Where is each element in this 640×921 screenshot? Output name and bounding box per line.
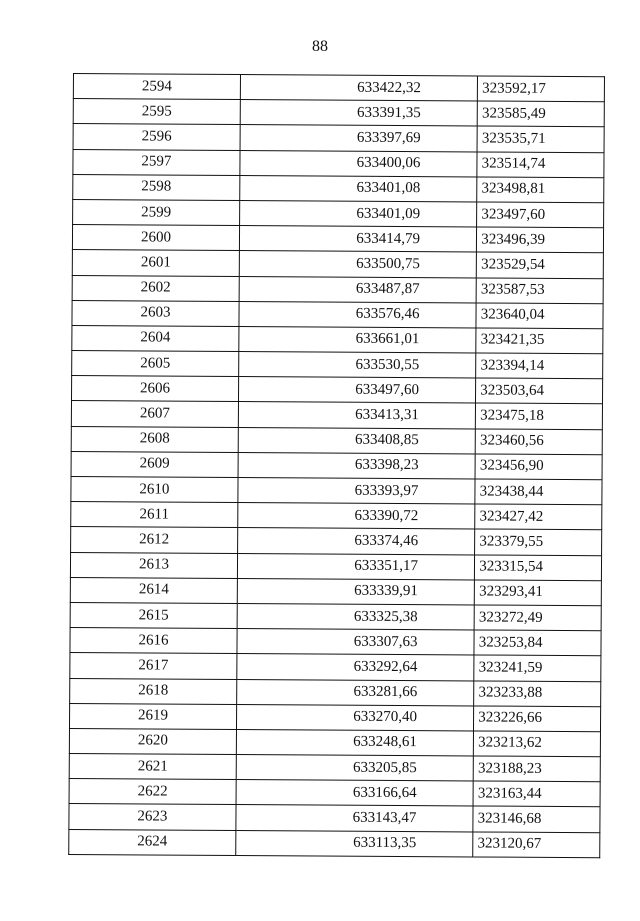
x-coordinate-cell: 633339,91: [237, 578, 474, 605]
y-coordinate-cell: 323514,74: [477, 152, 604, 178]
point-number-cell: 2614: [70, 577, 237, 603]
table-row: [69, 804, 600, 832]
table-row: [72, 275, 603, 303]
y-coordinate-cell: 323394,14: [476, 353, 603, 379]
y-coordinate-cell: 323640,04: [476, 303, 603, 329]
table-row: [73, 124, 604, 152]
x-coordinate-cell: 633248,61: [236, 729, 473, 756]
point-number-cell: 2622: [69, 779, 236, 805]
point-number-cell: 2623: [69, 804, 236, 830]
x-coordinate-cell: 633307,63: [237, 629, 474, 656]
point-number-cell: 2612: [71, 527, 238, 553]
point-number-cell: 2599: [73, 199, 240, 225]
y-coordinate-cell: 323272,49: [474, 605, 601, 631]
x-coordinate-cell: 633143,47: [236, 805, 473, 832]
point-number-cell: 2597: [73, 149, 240, 175]
y-coordinate-cell: 323253,84: [474, 630, 601, 656]
table-row: [72, 250, 603, 278]
x-coordinate-cell: 633374,46: [238, 528, 475, 555]
coordinates-table: [68, 73, 605, 858]
y-coordinate-cell: 323456,90: [475, 454, 602, 480]
table-row: [73, 149, 604, 177]
point-number-cell: 2613: [70, 552, 237, 578]
x-coordinate-cell: 633398,23: [238, 452, 475, 479]
table-row: [71, 476, 602, 504]
point-number-cell: 2615: [70, 602, 237, 628]
point-number-cell: 2611: [71, 502, 238, 528]
x-coordinate-cell: 633281,66: [237, 679, 474, 706]
x-coordinate-cell: 633351,17: [237, 553, 474, 580]
table-row: [70, 602, 601, 630]
point-number-cell: 2616: [70, 628, 237, 654]
table-row: [71, 527, 602, 555]
y-coordinate-cell: 323226,66: [473, 706, 600, 732]
y-coordinate-cell: 323587,53: [476, 277, 603, 303]
point-number-cell: 2621: [69, 754, 236, 780]
point-number-cell: 2594: [73, 74, 240, 100]
table-row: [73, 74, 604, 102]
point-number-cell: 2602: [72, 275, 239, 301]
x-coordinate-cell: 633325,38: [237, 603, 474, 630]
table-row: [72, 351, 603, 379]
y-coordinate-cell: 323213,62: [473, 731, 600, 757]
x-coordinate-cell: 633414,79: [239, 226, 476, 253]
x-coordinate-cell: 633661,01: [239, 326, 476, 353]
y-coordinate-cell: 323427,42: [475, 504, 602, 530]
point-number-cell: 2610: [71, 476, 238, 502]
table-row: [72, 225, 603, 253]
point-number-cell: 2620: [69, 728, 236, 754]
table-row: [72, 300, 603, 328]
point-number-cell: 2605: [72, 351, 239, 377]
point-number-cell: 2607: [71, 401, 238, 427]
page-number: 88: [312, 38, 328, 55]
point-number-cell: 2600: [72, 225, 239, 251]
y-coordinate-cell: 323241,59: [474, 655, 601, 681]
y-coordinate-cell: 323496,39: [476, 227, 603, 253]
y-coordinate-cell: 323120,67: [473, 832, 600, 858]
y-coordinate-cell: 323146,68: [473, 806, 600, 832]
y-coordinate-cell: 323529,54: [476, 252, 603, 278]
x-coordinate-cell: 633292,64: [237, 654, 474, 681]
point-number-cell: 2619: [69, 703, 236, 729]
point-number-cell: 2601: [72, 250, 239, 276]
x-coordinate-cell: 633166,64: [236, 780, 473, 807]
table-row: [71, 426, 602, 454]
x-coordinate-cell: 633401,08: [240, 175, 477, 202]
point-number-cell: 2617: [70, 653, 237, 679]
point-number-cell: 2618: [70, 678, 237, 704]
point-number-cell: 2596: [73, 124, 240, 150]
x-coordinate-cell: 633413,31: [238, 402, 475, 429]
point-number-cell: 2603: [72, 300, 239, 326]
x-coordinate-cell: 633400,06: [240, 150, 477, 177]
y-coordinate-cell: 323535,71: [477, 126, 604, 152]
y-coordinate-cell: 323163,44: [473, 781, 600, 807]
y-coordinate-cell: 323475,18: [475, 403, 602, 429]
table-row: [71, 451, 602, 479]
y-coordinate-cell: 323585,49: [477, 101, 604, 127]
point-number-cell: 2606: [71, 376, 238, 402]
point-number-cell: 2609: [71, 451, 238, 477]
table-row: [70, 577, 601, 605]
y-coordinate-cell: 323503,64: [475, 378, 602, 404]
y-coordinate-cell: 323315,54: [474, 555, 601, 581]
x-coordinate-cell: 633497,60: [238, 377, 475, 404]
table-row: [70, 678, 601, 706]
y-coordinate-cell: 323498,81: [477, 177, 604, 203]
table-row: [70, 552, 601, 580]
table-row: [73, 174, 604, 202]
table-row: [70, 628, 601, 656]
table-row: [69, 754, 600, 782]
table-row: [72, 325, 603, 353]
x-coordinate-cell: 633393,97: [238, 478, 475, 505]
y-coordinate-cell: 323379,55: [475, 529, 602, 555]
table-row: [71, 376, 602, 404]
point-number-cell: 2604: [72, 325, 239, 351]
table-row: [69, 703, 600, 731]
table-row: [70, 653, 601, 681]
x-coordinate-cell: 633205,85: [236, 755, 473, 782]
x-coordinate-cell: 633487,87: [239, 276, 476, 303]
y-coordinate-cell: 323497,60: [477, 202, 604, 228]
table-row: [71, 502, 602, 530]
point-number-cell: 2608: [71, 426, 238, 452]
table-row: [69, 779, 600, 807]
x-coordinate-cell: 633113,35: [236, 830, 473, 857]
x-coordinate-cell: 633270,40: [236, 704, 473, 731]
point-number-cell: 2595: [73, 99, 240, 125]
table-row: [71, 401, 602, 429]
y-coordinate-cell: 323460,56: [475, 429, 602, 455]
point-number-cell: 2598: [73, 174, 240, 200]
x-coordinate-cell: 633576,46: [239, 301, 476, 328]
x-coordinate-cell: 633401,09: [240, 200, 477, 227]
x-coordinate-cell: 633530,55: [239, 352, 476, 379]
x-coordinate-cell: 633390,72: [238, 503, 475, 530]
table-row: [73, 199, 604, 227]
x-coordinate-cell: 633397,69: [240, 125, 477, 152]
point-number-cell: 2624: [69, 829, 236, 855]
coordinates-table-body: [69, 74, 605, 858]
x-coordinate-cell: 633422,32: [240, 75, 477, 102]
table-row: [73, 99, 604, 127]
y-coordinate-cell: 323438,44: [475, 479, 602, 505]
y-coordinate-cell: 323592,17: [477, 76, 604, 102]
table-row: [69, 728, 600, 756]
y-coordinate-cell: 323233,88: [474, 680, 601, 706]
table-row: [69, 829, 600, 857]
x-coordinate-cell: 633500,75: [239, 251, 476, 278]
y-coordinate-cell: 323188,23: [473, 756, 600, 782]
y-coordinate-cell: 323293,41: [474, 580, 601, 606]
x-coordinate-cell: 633391,35: [240, 100, 477, 127]
y-coordinate-cell: 323421,35: [476, 328, 603, 354]
x-coordinate-cell: 633408,85: [238, 427, 475, 454]
